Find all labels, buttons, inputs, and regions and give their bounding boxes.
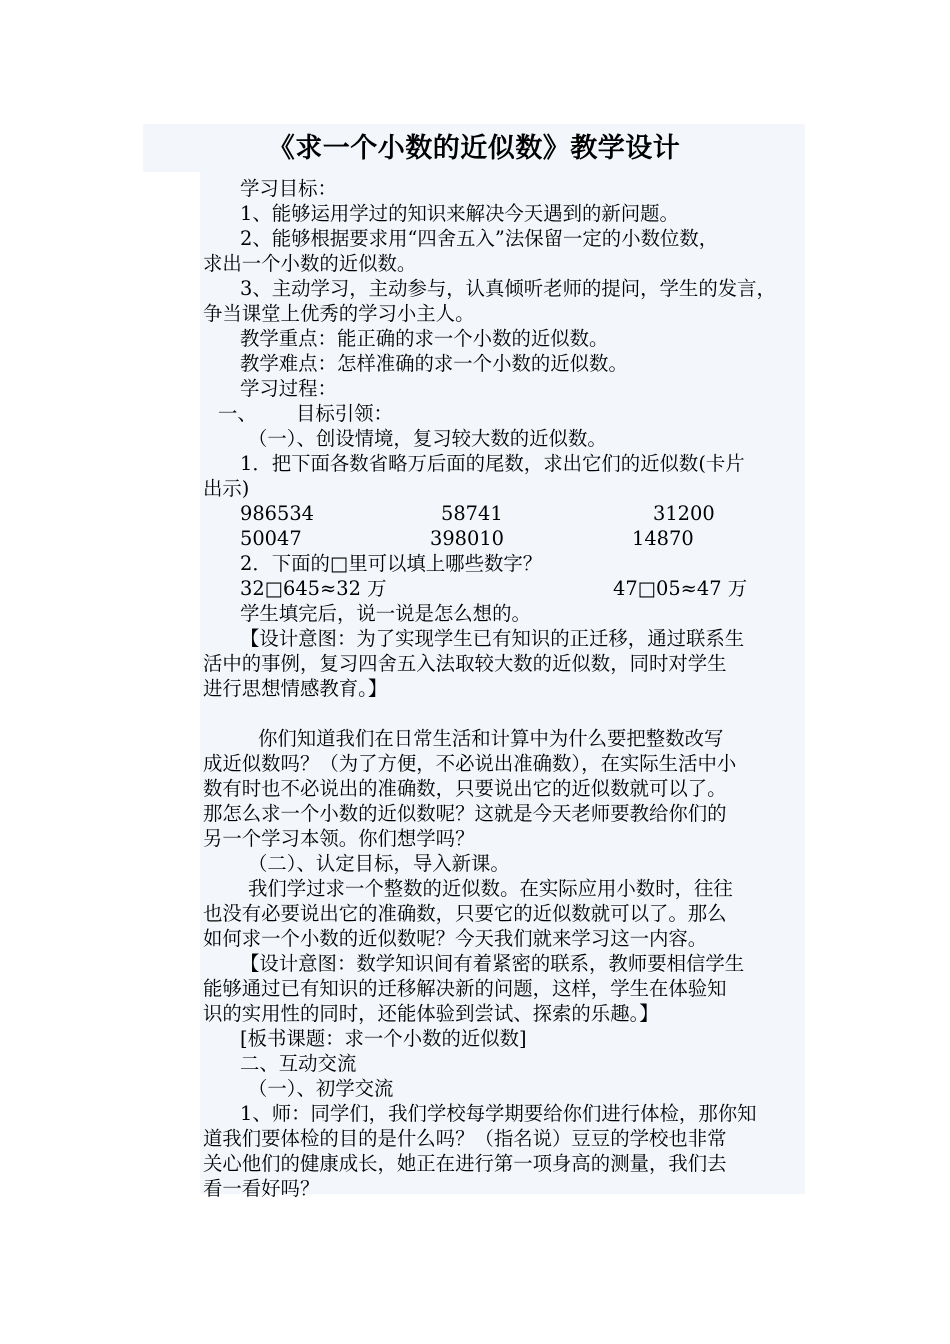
design-note: 进行思想情感教育。】 xyxy=(203,677,388,700)
text-line: 1、能够运用学过的知识来解决今天遇到的新问题。 xyxy=(240,202,679,225)
section-heading: 二、互动交流 xyxy=(240,1052,357,1075)
text-line: 如何求一个小数的近似数呢？今天我们就来学习这一内容。 xyxy=(203,927,708,950)
text-line: 1、师：同学们，我们学校每学期要给你们进行体检，那你知 xyxy=(240,1102,757,1125)
section-number: 一、 xyxy=(218,402,257,425)
text-line: 学习目标： xyxy=(240,177,337,200)
design-note: 能够通过已有知识的迁移解决新的问题，这样，学生在体验知 xyxy=(203,977,727,1000)
design-note: 【设计意图：数学知识间有着紧密的联系，教师要相信学生 xyxy=(240,952,745,975)
number-cell: 14870 xyxy=(632,527,694,550)
text-line: 求出一个小数的近似数。 xyxy=(203,252,417,275)
text-line: 3、主动学习，主动参与，认真倾听老师的提问，学生的发言， xyxy=(240,277,776,300)
text-line: 数有时也不必说出的准确数，只要说出它的近似数就可以了。 xyxy=(203,777,727,800)
design-note: 识的实用性的同时，还能体验到尝试、探索的乐趣。】 xyxy=(203,1002,659,1025)
text-line: （一）、初学交流 xyxy=(248,1077,394,1100)
number-cell: 398010 xyxy=(430,527,505,550)
section-heading: 目标引领： xyxy=(296,402,393,425)
number-cell: 58741 xyxy=(441,502,503,525)
text-line: 教学重点：能正确的求一个小数的近似数。 xyxy=(240,327,609,350)
text-line: 我们学过求一个整数的近似数。在实际应用小数时，往往 xyxy=(248,877,733,900)
approx-expression: 47□05≈47 万 xyxy=(613,577,748,600)
text-line: （一）、创设情境，复习较大数的近似数。 xyxy=(248,427,607,450)
text-line: 2、能够根据要求用“四舍五入”法保留一定的小数位数， xyxy=(240,227,719,250)
text-line: 出示) xyxy=(203,477,250,500)
design-note: 活中的事例，复习四舍五入法取较大数的近似数，同时对学生 xyxy=(203,652,727,675)
text-line: 看一看好吗？ xyxy=(203,1177,320,1200)
text-line: 学生填完后，说一说是怎么想的。 xyxy=(240,602,531,625)
text-line: 你们知道我们在日常生活和计算中为什么要把整数改写 xyxy=(258,727,724,750)
text-line: 学习过程： xyxy=(240,377,337,400)
design-note: 【设计意图：为了实现学生已有知识的正迁移，通过联系生 xyxy=(240,627,745,650)
text-line: 另一个学习本领。你们想学吗？ xyxy=(203,827,475,850)
document-title: 《求一个小数的近似数》教学设计 xyxy=(267,133,681,164)
text-line: 1．把下面各数省略万后面的尾数，求出它们的近似数(卡片 xyxy=(240,452,745,475)
text-line: 也没有必要说出它的准确数，只要它的近似数就可以了。那么 xyxy=(203,902,727,925)
text-line: 争当课堂上优秀的学习小主人。 xyxy=(203,302,475,325)
text-line: 那怎么求一个小数的近似数呢？这就是今天老师要教给你们的 xyxy=(203,802,727,825)
text-line: 2．下面的□里可以填上哪些数字？ xyxy=(240,552,543,575)
number-cell: 986534 xyxy=(240,502,315,525)
text-line: 成近似数吗？（为了方便，不必说出准确数），在实际生活中小 xyxy=(203,752,737,775)
text-line: 教学难点：怎样准确的求一个小数的近似数。 xyxy=(240,352,628,375)
text-line: 关心他们的健康成长，她正在进行第一项身高的测量，我们去 xyxy=(203,1152,727,1175)
text-line: 道我们要体检的目的是什么吗？（指名说）豆豆的学校也非常 xyxy=(203,1127,727,1150)
approx-expression: 32□645≈32 万 xyxy=(240,577,387,600)
number-cell: 50047 xyxy=(240,527,302,550)
board-title: [板书课题：求一个小数的近似数] xyxy=(240,1027,527,1050)
number-cell: 31200 xyxy=(653,502,715,525)
text-line: （二）、认定目标，导入新课。 xyxy=(248,852,510,875)
